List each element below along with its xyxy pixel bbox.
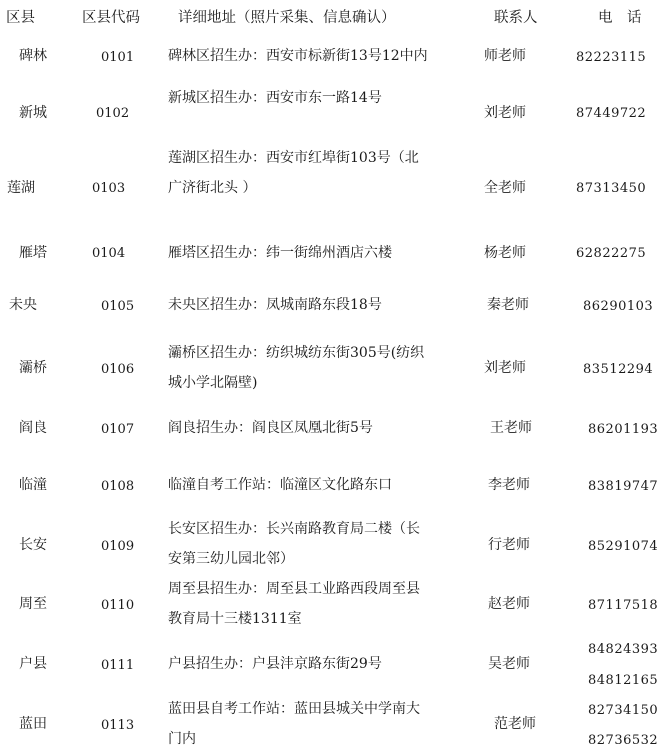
district-code: 0106 [101,362,135,377]
contact-name: 杨老师 [484,245,526,261]
district-name: 临潼 [19,477,47,493]
phone-number: 87117518 [588,598,659,613]
district-name: 蓝田 [19,716,47,732]
phone-number: 86290103 [583,299,654,314]
address-line: 周至县招生办：周至县工业路西段周至县 [168,581,420,597]
district-code: 0105 [101,299,135,314]
address-line: 城小学北隔壁) [168,375,258,391]
district-code: 0103 [92,181,126,196]
address-line: 广济街北头 ） [168,180,257,196]
contact-name: 师老师 [484,48,526,64]
phone-number: 84824393 [588,642,659,657]
district-code: 0113 [101,718,135,733]
contact-name: 吴老师 [488,656,530,672]
address-line: 户县招生办：户县沣京路东街29号 [168,656,382,672]
district-code: 0109 [101,539,135,554]
address-line: 碑林区招生办：西安市标新街13号12中内 [168,48,428,64]
district-name: 雁塔 [19,245,47,261]
contact-name: 行老师 [488,537,530,553]
district-code: 0110 [101,598,135,613]
district-code: 0104 [92,246,126,261]
contact-name: 王老师 [490,420,532,436]
address-line: 阎良招生办：阎良区凤凰北街5号 [168,420,373,436]
contact-name: 刘老师 [484,105,526,121]
address-line: 灞桥区招生办：纺织城纺东街305号(纺织 [168,345,425,361]
header-phone: 电 话 [598,10,642,26]
district-name: 未央 [9,297,37,313]
address-line: 临潼自考工作站：临潼区文化路东口 [168,477,392,493]
phone-number: 83819747 [588,479,659,494]
district-code: 0111 [101,658,135,673]
address-line: 雁塔区招生办：纬一街绵州酒店六楼 [168,245,392,261]
header-address: 详细地址（照片采集、信息确认） [178,10,396,26]
phone-number: 82736532 [588,733,659,748]
district-name: 户县 [19,656,47,672]
phone-number: 82734150 [588,703,659,718]
district-code: 0102 [96,106,130,121]
phone-number: 62822275 [576,246,647,261]
header-district: 区县 [6,10,35,26]
contact-name: 李老师 [488,477,530,493]
address-line: 新城区招生办：西安市东一路14号 [168,90,382,106]
district-name: 灞桥 [19,360,47,376]
district-name: 阎良 [19,420,47,436]
address-line: 教育局十三楼1311室 [168,611,302,627]
address-line: 未央区招生办：凤城南路东段18号 [168,297,382,313]
address-line: 长安区招生办：长兴南路教育局二楼（长 [168,521,420,537]
contact-name: 范老师 [494,716,536,732]
phone-number: 82223115 [576,50,647,65]
district-name: 长安 [19,537,47,553]
district-name: 周至 [19,596,47,612]
district-code: 0101 [101,50,135,65]
phone-number: 86201193 [588,422,659,437]
phone-number: 87313450 [576,181,647,196]
phone-number: 84812165 [588,673,659,688]
district-code: 0107 [101,422,135,437]
district-name: 莲湖 [7,180,35,196]
district-name: 新城 [19,105,47,121]
district-name: 碑林 [19,48,47,64]
header-contact: 联系人 [494,10,538,26]
address-line: 安第三幼儿园北邻） [168,551,294,567]
address-line: 蓝田县自考工作站：蓝田县城关中学南大 [168,701,420,717]
address-line: 门内 [168,731,196,747]
contact-name: 全老师 [484,180,526,196]
phone-number: 83512294 [583,362,654,377]
contact-name: 赵老师 [488,596,530,612]
address-line: 莲湖区招生办：西安市红埠街103号（北 [168,150,419,166]
contact-name: 秦老师 [487,297,529,313]
contact-name: 刘老师 [484,360,526,376]
phone-number: 85291074 [588,539,659,554]
header-code: 区县代码 [82,10,140,26]
district-code: 0108 [101,479,135,494]
phone-number: 87449722 [576,106,647,121]
